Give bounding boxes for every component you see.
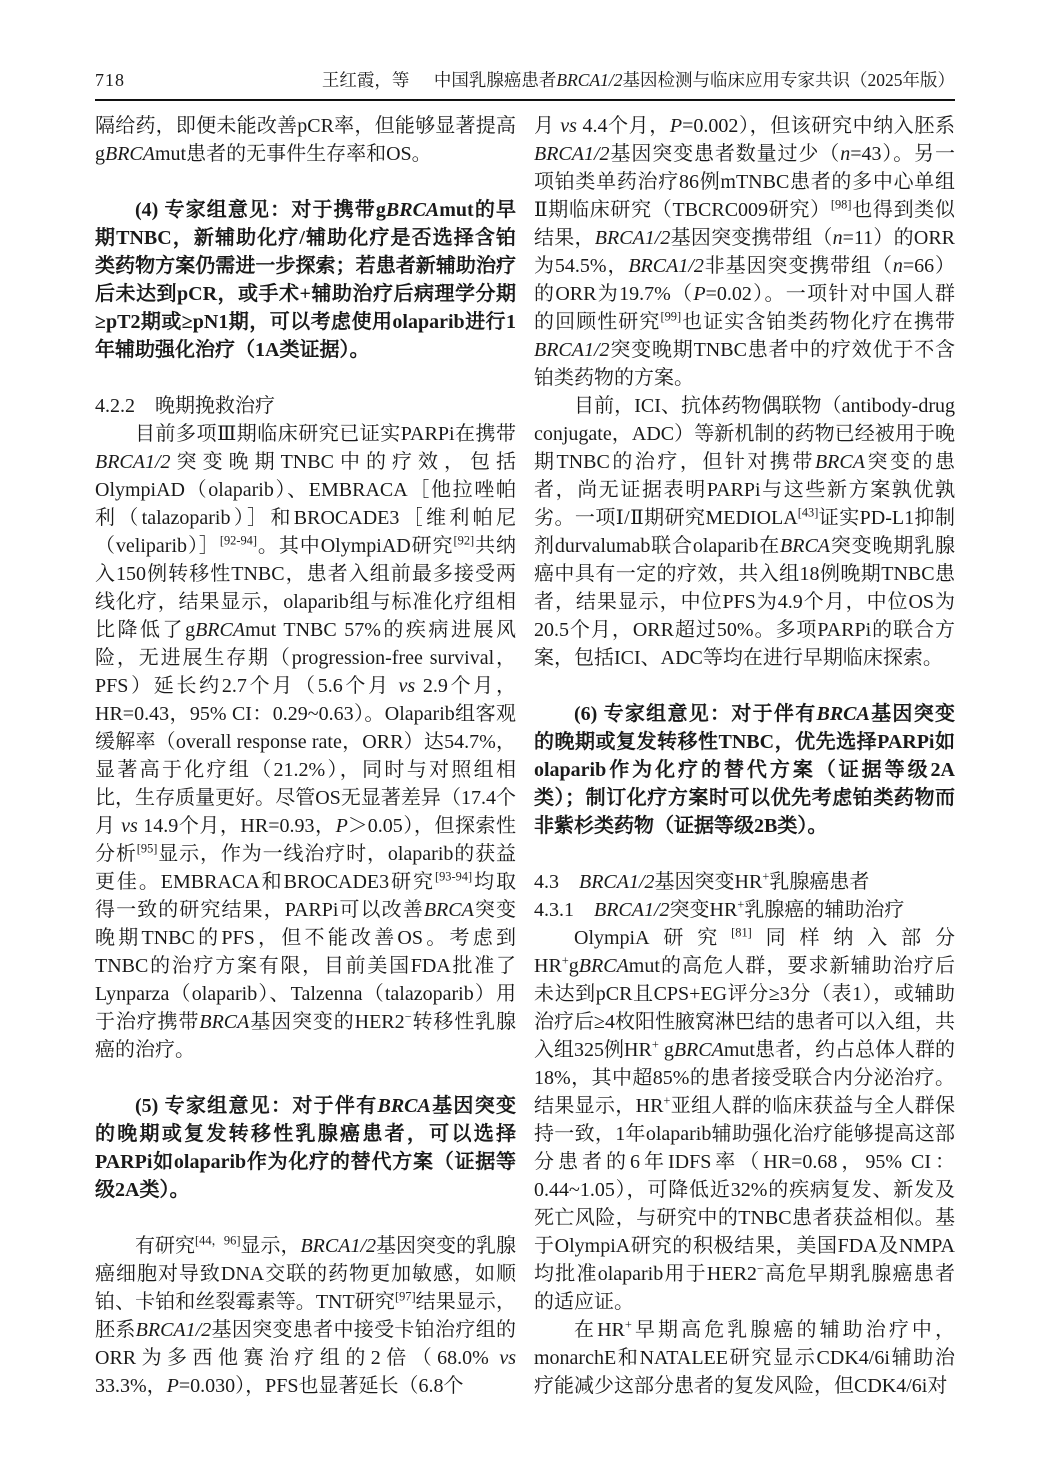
section-heading-4-3-1: 4.3.1 BRCA1/2突变HR+乳腺癌的辅助治疗: [534, 896, 905, 921]
two-column-body: [95, 112, 955, 1400]
right-column: [534, 112, 955, 1400]
paragraph-continuation: 隔给药，即便未能改善pCR率，但能够显著提高gBRCAmut患者的无事件生存率和OS。: [95, 114, 516, 165]
expert-opinion-6: (6) 专家组意见：对于伴有BRCA基因突变的晚期或复发转移性TNBC，优先选择PARPi如olaparib作为化疗的替代方案（证据等级2A类）；制订化疗方案时可以优先考虑铂类药物而非紫杉类药物（证据等级2B类）。: [534, 702, 955, 837]
running-article-title: 中国乳腺癌患者BRCA1/2基因检测与临床应用专家共识（2025年版）: [433, 70, 955, 90]
page-header: [95, 70, 955, 92]
running-authors: 王红霞，等: [321, 70, 410, 90]
section-heading-4-2-2: 4.2.2 晚期挽救治疗: [95, 394, 275, 417]
paragraph-new-agents: 目前，ICI、抗体药物偶联物（antibody-drug conjugate，ADC）等新机制的药物已经被用于晚期TNBC的治疗，但针对携带BRCA突变的患者，尚无证据表明PARPi与这些新方案孰优孰劣。一项Ⅰ/Ⅱ期研究MEDIOLA[43]证实PD-L1抑制剂durvalumab联合olaparib在BRCA突变晚期乳腺癌中具有一定的疗效，共入组18例晚期TNBC患者，结果显示，中位PFS为4.9个月，中位OS为20.5个月，ORR超过50%。多项PARPi的联合方案，包括ICI、ADC等均在进行早期临床探索。: [534, 394, 956, 669]
paragraph-advanced-salvage: 目前多项Ⅲ期临床研究已证实PARPi在携带BRCA1/2突变晚期TNBC中的疗效，包括OlympiAD（olaparib）、EMBRACA［他拉唑帕利（talazoparib）］和BROCADE3［维利帕尼（veliparib）］[92-94]。其中OlympiAD研究[92]共纳入150例转移性TNBC，患者入组前最多接受两线化疗，结果显示，olaparib组与标准化疗组相比降低了gBRCAmut TNBC 57%的疾病进展风险，无进展生存期（progression-free survival，PFS）延长约2.7个月（5.6个月 vs 2.9个月，HR=0.43，95% CI：0.29~0.63）。Olaparib组客观缓解率（overall response rate，ORR）达54.7%，显著高于化疗组（21.2%），同时与对照组相比，生存质量更好。尽管OS无显著差异（17.4个月 vs 14.9个月，HR=0.93，P＞0.05），但探索性分析[95]显示，作为一线治疗时，olaparib的获益更佳。EMBRACA和BROCADE3研究[93-94]均取得一致的研究结果，PARPi可以改善BRCA突变晚期TNBC的PFS，但不能改善OS。考虑到TNBC的治疗方案有限，目前美国FDA批准了Lynparza（olaparib）、Talzenna（talazoparib）用于治疗携带BRCA基因突变的HER2−转移性乳腺癌的治疗。: [95, 422, 517, 1061]
paragraph-olympia-hr-positive: OlympiA研究[81]同样纳入部分HR+gBRCAmut的高危人群，要求新辅助治疗后未达到pCR且CPS+EG评分≥3分（表1），或辅助治疗后≥4枚阳性腋窝淋巴结的患者可以入组，共入组325例HR+ gBRCAmut患者，约占总体人群的18%，其中超85%的患者接受联合内分泌治疗。结果显示，HR+亚组人群的临床获益与全人群保持一致，1年olaparib辅助强化治疗能够提高这部分患者的6年IDFS率（HR=0.68，95% CI：0.44~1.05），可降低近32%的疾病复发、新发及死亡风险，与研究中的TNBC患者获益相似。基于OlympiA研究的积极结果，美国FDA及NMPA均批准olaparib用于HER2−高危早期乳腺癌患者的适应证。: [534, 924, 956, 1313]
header-rule: [95, 99, 955, 101]
expert-opinion-5: (5) 专家组意见：对于伴有BRCA基因突变的晚期或复发转移性乳腺癌患者，可以选择PARPi如olaparib作为化疗的替代方案（证据等级2A类）。: [95, 1094, 516, 1201]
page-number: 718: [95, 70, 125, 90]
expert-opinion-4: (4) 专家组意见：对于携带gBRCAmut的早期TNBC，新辅助化疗/辅助化疗是否选择含铂类药物方案仍需进一步探索；若患者新辅助治疗后未达到pCR，或手术+辅助治疗后病理学分期≥pT2期或≥pN1期，可以考虑使用olaparib进行1年辅助强化治疗（1A类证据）。: [95, 198, 516, 361]
paragraph-cdk46i: 在HR+早期高危乳腺癌的辅助治疗中，monarchE和NATALEE研究显示CDK4/6i辅助治疗能减少这部分患者的复发风险，但CDK4/6i对: [534, 1316, 955, 1397]
paragraph-continuation: 月 vs 4.4个月，P=0.002），但该研究中纳入胚系BRCA1/2基因突变患者数量过少（n=43）。另一项铂类单药治疗86例mTNBC患者的多中心单组Ⅱ期临床研究（TBCRC009研究）[98]也得到类似结果，BRCA1/2基因突变携带组（n=11）的ORR为54.5%，BRCA1/2非基因突变携带组（n=66）的ORR为19.7%（P=0.02）。一项针对中国人群的回顾性研究[99]也证实含铂类药物化疗在携带BRCA1/2突变晚期TNBC患者中的疗效优于不含铂类药物的方案。: [534, 114, 956, 389]
section-heading-4-3: 4.3 BRCA1/2基因突变HR+乳腺癌患者: [534, 868, 870, 893]
paragraph-platinum-evidence: 有研究[44，96]显示，BRCA1/2基因突变的乳腺癌细胞对导致DNA交联的药物更加敏感，如顺铂、卡铂和丝裂霉素等。TNT研究[97]结果显示，胚系BRCA1/2基因突变患者中接受卡铂治疗组的ORR为多西他赛治疗组的2倍（68.0% vs 33.3%，P=0.030），PFS也显著延长（6.8个: [95, 1232, 517, 1397]
left-column: [95, 112, 516, 1400]
running-title: [322, 70, 955, 91]
